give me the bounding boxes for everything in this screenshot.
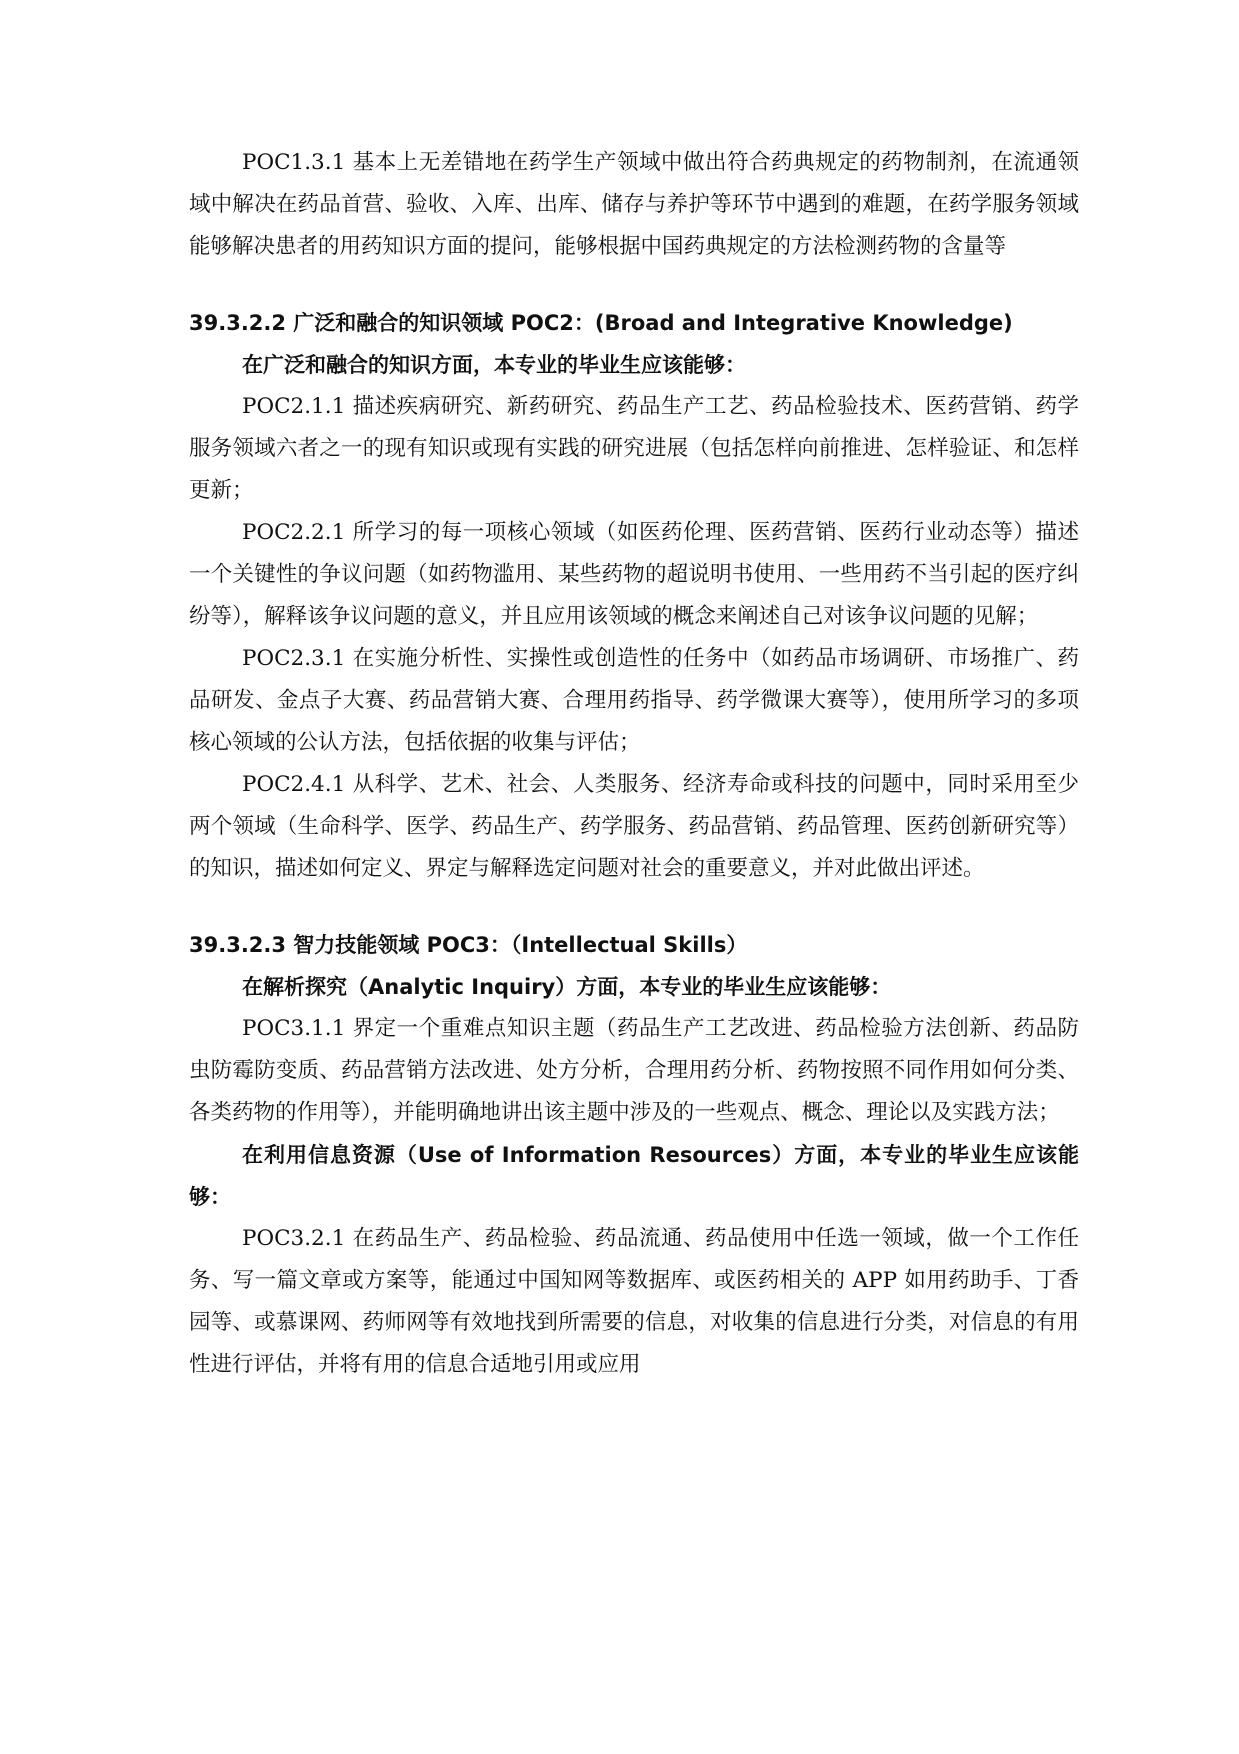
paragraph-poc2-3-1: POC2.3.1 在实施分析性、实操性或创造性的任务中（如药品市场调研、市场推广、药品研发、金点子大赛、药品营销大赛、合理用药指导、药学微课大赛等），使用所学习的多项核心领域的公认方法，包括依据的收集与评估； <box>189 646 1079 755</box>
subheading-broad-knowledge: 在广泛和融合的知识方面，本专业的毕业生应该能够： <box>242 353 746 377</box>
subheading-information-resources: 在利用信息资源（Use of Information Resources）方面，本专业的毕业生应该能够： <box>189 1143 1079 1209</box>
section-heading-39-3-2-3: 39.3.2.3 智力技能领域 POC3：（Intellectual Skills） <box>189 933 748 957</box>
paragraph-poc3-2-1: POC3.2.1 在药品生产、药品检验、药品流通、药品使用中任选一领域，做一个工作任务、写一篇文章或方案等，能通过中国知网等数据库、或医药相关的 APP 如用药助手、丁香园等、或慕课网、药师网等有效地找到所需要的信息，对收集的信息进行分类，对信息的有用性进行评估，并将有用的信息合适地引用或应用 <box>189 1226 1079 1377</box>
paragraph-poc2-1-1: POC2.1.1 描述疾病研究、新药研究、药品生产工艺、药品检验技术、医药营销、药学服务领域六者之一的现有知识或现有实践的研究进展（包括怎样向前推进、怎样验证、和怎样更新； <box>189 394 1079 503</box>
paragraph-poc3-1-1: POC3.1.1 界定一个重难点知识主题（药品生产工艺改进、药品检验方法创新、药品防虫防霉防变质、药品营销方法改进、处方分析，合理用药分析、药物按照不同作用如何分类、各类药物的作用等），并能明确地讲出该主题中涉及的一些观点、概念、理论以及实践方法； <box>189 1016 1079 1125</box>
paragraph-poc1-3-1: POC1.3.1 基本上无差错地在药学生产领域中做出符合药典规定的药物制剂，在流通领域中解决在药品首营、验收、入库、出库、储存与养护等环节中遇到的难题，在药学服务领域能够解决患者的用药知识方面的提问，能够根据中国药典规定的方法检测药物的含量等 <box>189 150 1079 259</box>
paragraph-poc2-2-1: POC2.2.1 所学习的每一项核心领域（如医药伦理、医药营销、医药行业动态等）描述一个关键性的争议问题（如药物滥用、某些药物的超说明书使用、一些用药不当引起的医疗纠纷等），解释该争议问题的意义，并且应用该领域的概念来阐述自己对该争议问题的见解； <box>189 520 1079 629</box>
section-heading-39-3-2-2: 39.3.2.2 广泛和融合的知识领域 POC2：(Broad and Integrative Knowledge) <box>189 311 1013 335</box>
paragraph-poc2-4-1: POC2.4.1 从科学、艺术、社会、人类服务、经济寿命或科技的问题中，同时采用至少两个领域（生命科学、医学、药品生产、药学服务、药品营销、药品管理、医药创新研究等）的知识，描述如何定义、界定与解释选定问题对社会的重要意义，并对此做出评述。 <box>189 772 1079 881</box>
subheading-analytic-inquiry: 在解析探究（Analytic Inquiry）方面，本专业的毕业生应该能够： <box>242 975 892 999</box>
